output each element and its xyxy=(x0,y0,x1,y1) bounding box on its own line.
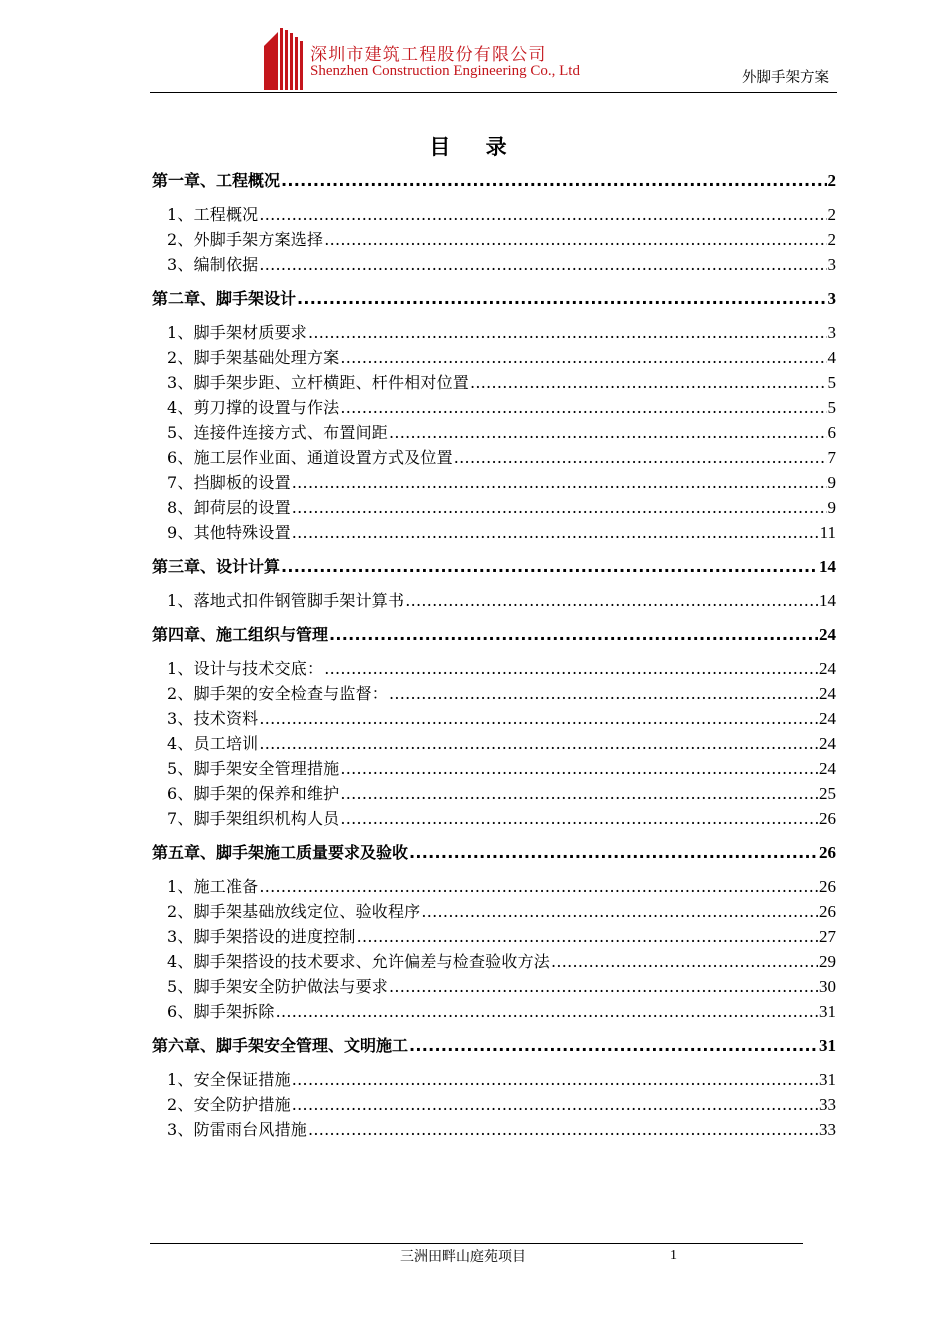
toc-section-label: 5、脚手架安全防护做法与要求 xyxy=(167,977,388,996)
toc-section-label: 2、外脚手架方案选择 xyxy=(167,230,324,249)
toc-chapter-page-number: 3 xyxy=(827,289,836,308)
toc-section-page-number: 26 xyxy=(819,809,836,828)
document-title: 外脚手架方案 xyxy=(742,70,829,86)
dot-leader xyxy=(292,520,819,545)
toc-chapter-page-number: 31 xyxy=(819,1036,836,1055)
dot-leader xyxy=(340,781,818,806)
chapter-spacer xyxy=(152,613,836,622)
dot-leader xyxy=(329,622,818,648)
toc-section-label: 1、安全保证措施 xyxy=(167,1070,291,1089)
toc-chapter-page-number: 2 xyxy=(827,171,836,190)
toc-section-label: 4、员工培训 xyxy=(167,734,259,753)
toc-section-page-number: 11 xyxy=(819,523,836,542)
toc-section[interactable] xyxy=(152,974,836,999)
dot-leader xyxy=(470,370,827,395)
toc-section-label: 5、脚手架安全管理措施 xyxy=(167,759,340,778)
toc-section-label: 3、脚手架步距、立杆横距、杆件相对位置 xyxy=(167,373,469,392)
toc-section-page-number: 29 xyxy=(819,952,836,971)
toc-section[interactable] xyxy=(152,345,836,370)
toc-section-label: 1、工程概况 xyxy=(167,205,259,224)
dot-leader xyxy=(276,999,818,1024)
toc-section-page-number: 24 xyxy=(819,659,836,678)
chapter-spacer xyxy=(152,831,836,840)
toc-chapter[interactable] xyxy=(152,168,836,194)
toc-section[interactable] xyxy=(152,520,836,545)
toc-section-page-number: 26 xyxy=(819,902,836,921)
toc-section-label: 3、编制依据 xyxy=(167,255,259,274)
toc-section-page-number: 4 xyxy=(827,348,836,367)
dot-leader xyxy=(308,1117,818,1142)
dot-leader xyxy=(281,168,826,194)
toc-section-label: 4、剪刀撑的设置与作法 xyxy=(167,398,340,417)
toc-chapter[interactable] xyxy=(152,1033,836,1059)
toc-section[interactable] xyxy=(152,999,836,1024)
chapter-spacer xyxy=(152,277,836,286)
dot-leader xyxy=(281,554,818,580)
toc-section-label: 3、技术资料 xyxy=(167,709,259,728)
toc-section[interactable] xyxy=(152,874,836,899)
toc-section[interactable] xyxy=(152,731,836,756)
toc-section-page-number: 2 xyxy=(827,205,836,224)
chapter-spacer xyxy=(152,1024,836,1033)
toc-section[interactable] xyxy=(152,706,836,731)
toc-section-page-number: 26 xyxy=(819,877,836,896)
toc-section-label: 3、防雷雨台风措施 xyxy=(167,1120,307,1139)
toc-section-label: 6、施工层作业面、通道设置方式及位置 xyxy=(167,448,453,467)
dot-leader xyxy=(308,320,827,345)
toc-section-label: 9、其他特殊设置 xyxy=(167,523,291,542)
toc-section-page-number: 33 xyxy=(819,1120,836,1139)
dot-leader xyxy=(389,681,818,706)
toc-section-page-number: 24 xyxy=(819,709,836,728)
toc-section-page-number: 24 xyxy=(819,759,836,778)
company-logo-icon xyxy=(264,28,308,90)
dot-leader xyxy=(454,445,827,470)
toc-section[interactable] xyxy=(152,202,836,227)
toc-section-label: 5、连接件连接方式、布置间距 xyxy=(167,423,388,442)
toc-section-label: 2、脚手架基础处理方案 xyxy=(167,348,340,367)
dot-leader xyxy=(259,874,818,899)
toc-section-page-number: 5 xyxy=(827,398,836,417)
toc-section-label: 1、落地式扣件钢管脚手架计算书 xyxy=(167,591,405,610)
toc-section[interactable] xyxy=(152,1117,836,1142)
toc-section[interactable] xyxy=(152,949,836,974)
dot-leader xyxy=(340,806,818,831)
toc-section-label: 8、卸荷层的设置 xyxy=(167,498,291,517)
toc-section-page-number: 33 xyxy=(819,1095,836,1114)
toc-chapter-label: 第二章、脚手架设计 xyxy=(152,289,297,308)
dot-leader xyxy=(389,420,827,445)
toc-section-page-number: 27 xyxy=(819,927,836,946)
toc-section-page-number: 24 xyxy=(819,684,836,703)
toc-chapter-page-number: 24 xyxy=(819,625,836,644)
toc-section[interactable] xyxy=(152,1067,836,1092)
toc-section[interactable] xyxy=(152,1092,836,1117)
dot-leader xyxy=(357,924,818,949)
toc-chapter-page-number: 26 xyxy=(819,843,836,862)
toc-section-label: 6、脚手架拆除 xyxy=(167,1002,275,1021)
dot-leader xyxy=(259,731,818,756)
toc-section[interactable] xyxy=(152,899,836,924)
dot-leader xyxy=(297,286,826,312)
dot-leader xyxy=(292,1067,818,1092)
toc-section-label: 2、脚手架的安全检查与监督： xyxy=(167,684,388,703)
toc-section-label: 1、设计与技术交底： xyxy=(167,659,324,678)
toc-section-page-number: 30 xyxy=(819,977,836,996)
toc-section[interactable] xyxy=(152,806,836,831)
table-of-contents xyxy=(152,168,836,1142)
toc-section-label: 6、脚手架的保养和维护 xyxy=(167,784,340,803)
company-name-en: Shenzhen Construction Engineering Co., Ltd xyxy=(310,63,580,79)
toc-section-page-number: 5 xyxy=(827,373,836,392)
toc-section[interactable] xyxy=(152,227,836,252)
toc-chapter[interactable] xyxy=(152,554,836,580)
toc-section[interactable] xyxy=(152,470,836,495)
toc-section[interactable] xyxy=(152,495,836,520)
footer-page-number: 1 xyxy=(670,1248,677,1263)
toc-section-label: 1、施工准备 xyxy=(167,877,259,896)
dot-leader xyxy=(292,1092,818,1117)
toc-section-page-number: 14 xyxy=(819,591,836,610)
toc-section-label: 2、脚手架基础放线定位、验收程序 xyxy=(167,902,421,921)
footer-divider xyxy=(150,1243,803,1244)
dot-leader xyxy=(409,840,818,866)
toc-chapter-label: 第五章、脚手架施工质量要求及验收 xyxy=(152,843,409,862)
dot-leader xyxy=(292,495,827,520)
toc-section-page-number: 25 xyxy=(819,784,836,803)
dot-leader xyxy=(259,252,826,277)
toc-section-label: 7、挡脚板的设置 xyxy=(167,473,291,492)
toc-section-page-number: 31 xyxy=(819,1070,836,1089)
dot-leader xyxy=(389,974,818,999)
toc-section[interactable] xyxy=(152,924,836,949)
dot-leader xyxy=(405,588,818,613)
toc-section[interactable] xyxy=(152,656,836,681)
toc-section-label: 4、脚手架搭设的技术要求、允许偏差与检查验收方法 xyxy=(167,952,550,971)
dot-leader xyxy=(324,656,818,681)
toc-section-page-number: 9 xyxy=(827,498,836,517)
dot-leader xyxy=(324,227,826,252)
toc-chapter-label: 第一章、工程概况 xyxy=(152,171,281,190)
toc-section[interactable] xyxy=(152,681,836,706)
toc-section[interactable] xyxy=(152,445,836,470)
toc-section-page-number: 6 xyxy=(827,423,836,442)
toc-section-label: 7、脚手架组织机构人员 xyxy=(167,809,340,828)
toc-chapter-label: 第三章、设计计算 xyxy=(152,557,281,576)
toc-section-label: 2、安全防护措施 xyxy=(167,1095,291,1114)
toc-section[interactable] xyxy=(152,252,836,277)
dot-leader xyxy=(259,202,826,227)
footer-project-name: 三洲田畔山庭苑项目 xyxy=(400,1249,526,1265)
toc-section-label: 1、脚手架材质要求 xyxy=(167,323,307,342)
toc-section[interactable] xyxy=(152,370,836,395)
toc-chapter[interactable] xyxy=(152,840,836,866)
toc-chapter-label: 第四章、施工组织与管理 xyxy=(152,625,329,644)
toc-section-page-number: 24 xyxy=(819,734,836,753)
dot-leader xyxy=(292,470,827,495)
dot-leader xyxy=(340,345,826,370)
toc-section-label: 3、脚手架搭设的进度控制 xyxy=(167,927,356,946)
toc-heading: 目 录 xyxy=(429,135,521,159)
dot-leader xyxy=(421,899,818,924)
toc-section[interactable] xyxy=(152,588,836,613)
toc-section[interactable] xyxy=(152,781,836,806)
company-name-cn: 深圳市建筑工程股份有限公司 xyxy=(310,45,547,65)
toc-section-page-number: 3 xyxy=(827,323,836,342)
toc-chapter[interactable] xyxy=(152,622,836,648)
dot-leader xyxy=(259,706,818,731)
toc-section[interactable] xyxy=(152,420,836,445)
toc-section-page-number: 9 xyxy=(827,473,836,492)
toc-chapter[interactable] xyxy=(152,286,836,312)
chapter-spacer xyxy=(152,545,836,554)
toc-section-page-number: 2 xyxy=(827,230,836,249)
dot-leader xyxy=(340,395,826,420)
toc-section[interactable] xyxy=(152,756,836,781)
toc-section-page-number: 31 xyxy=(819,1002,836,1021)
dot-leader xyxy=(409,1033,818,1059)
toc-chapter-label: 第六章、脚手架安全管理、文明施工 xyxy=(152,1036,409,1055)
toc-chapter-page-number: 14 xyxy=(819,557,836,576)
dot-leader xyxy=(551,949,818,974)
page-header xyxy=(150,26,837,93)
toc-section-page-number: 3 xyxy=(827,255,836,274)
toc-section-page-number: 7 xyxy=(827,448,836,467)
toc-section[interactable] xyxy=(152,320,836,345)
dot-leader xyxy=(340,756,818,781)
toc-section[interactable] xyxy=(152,395,836,420)
